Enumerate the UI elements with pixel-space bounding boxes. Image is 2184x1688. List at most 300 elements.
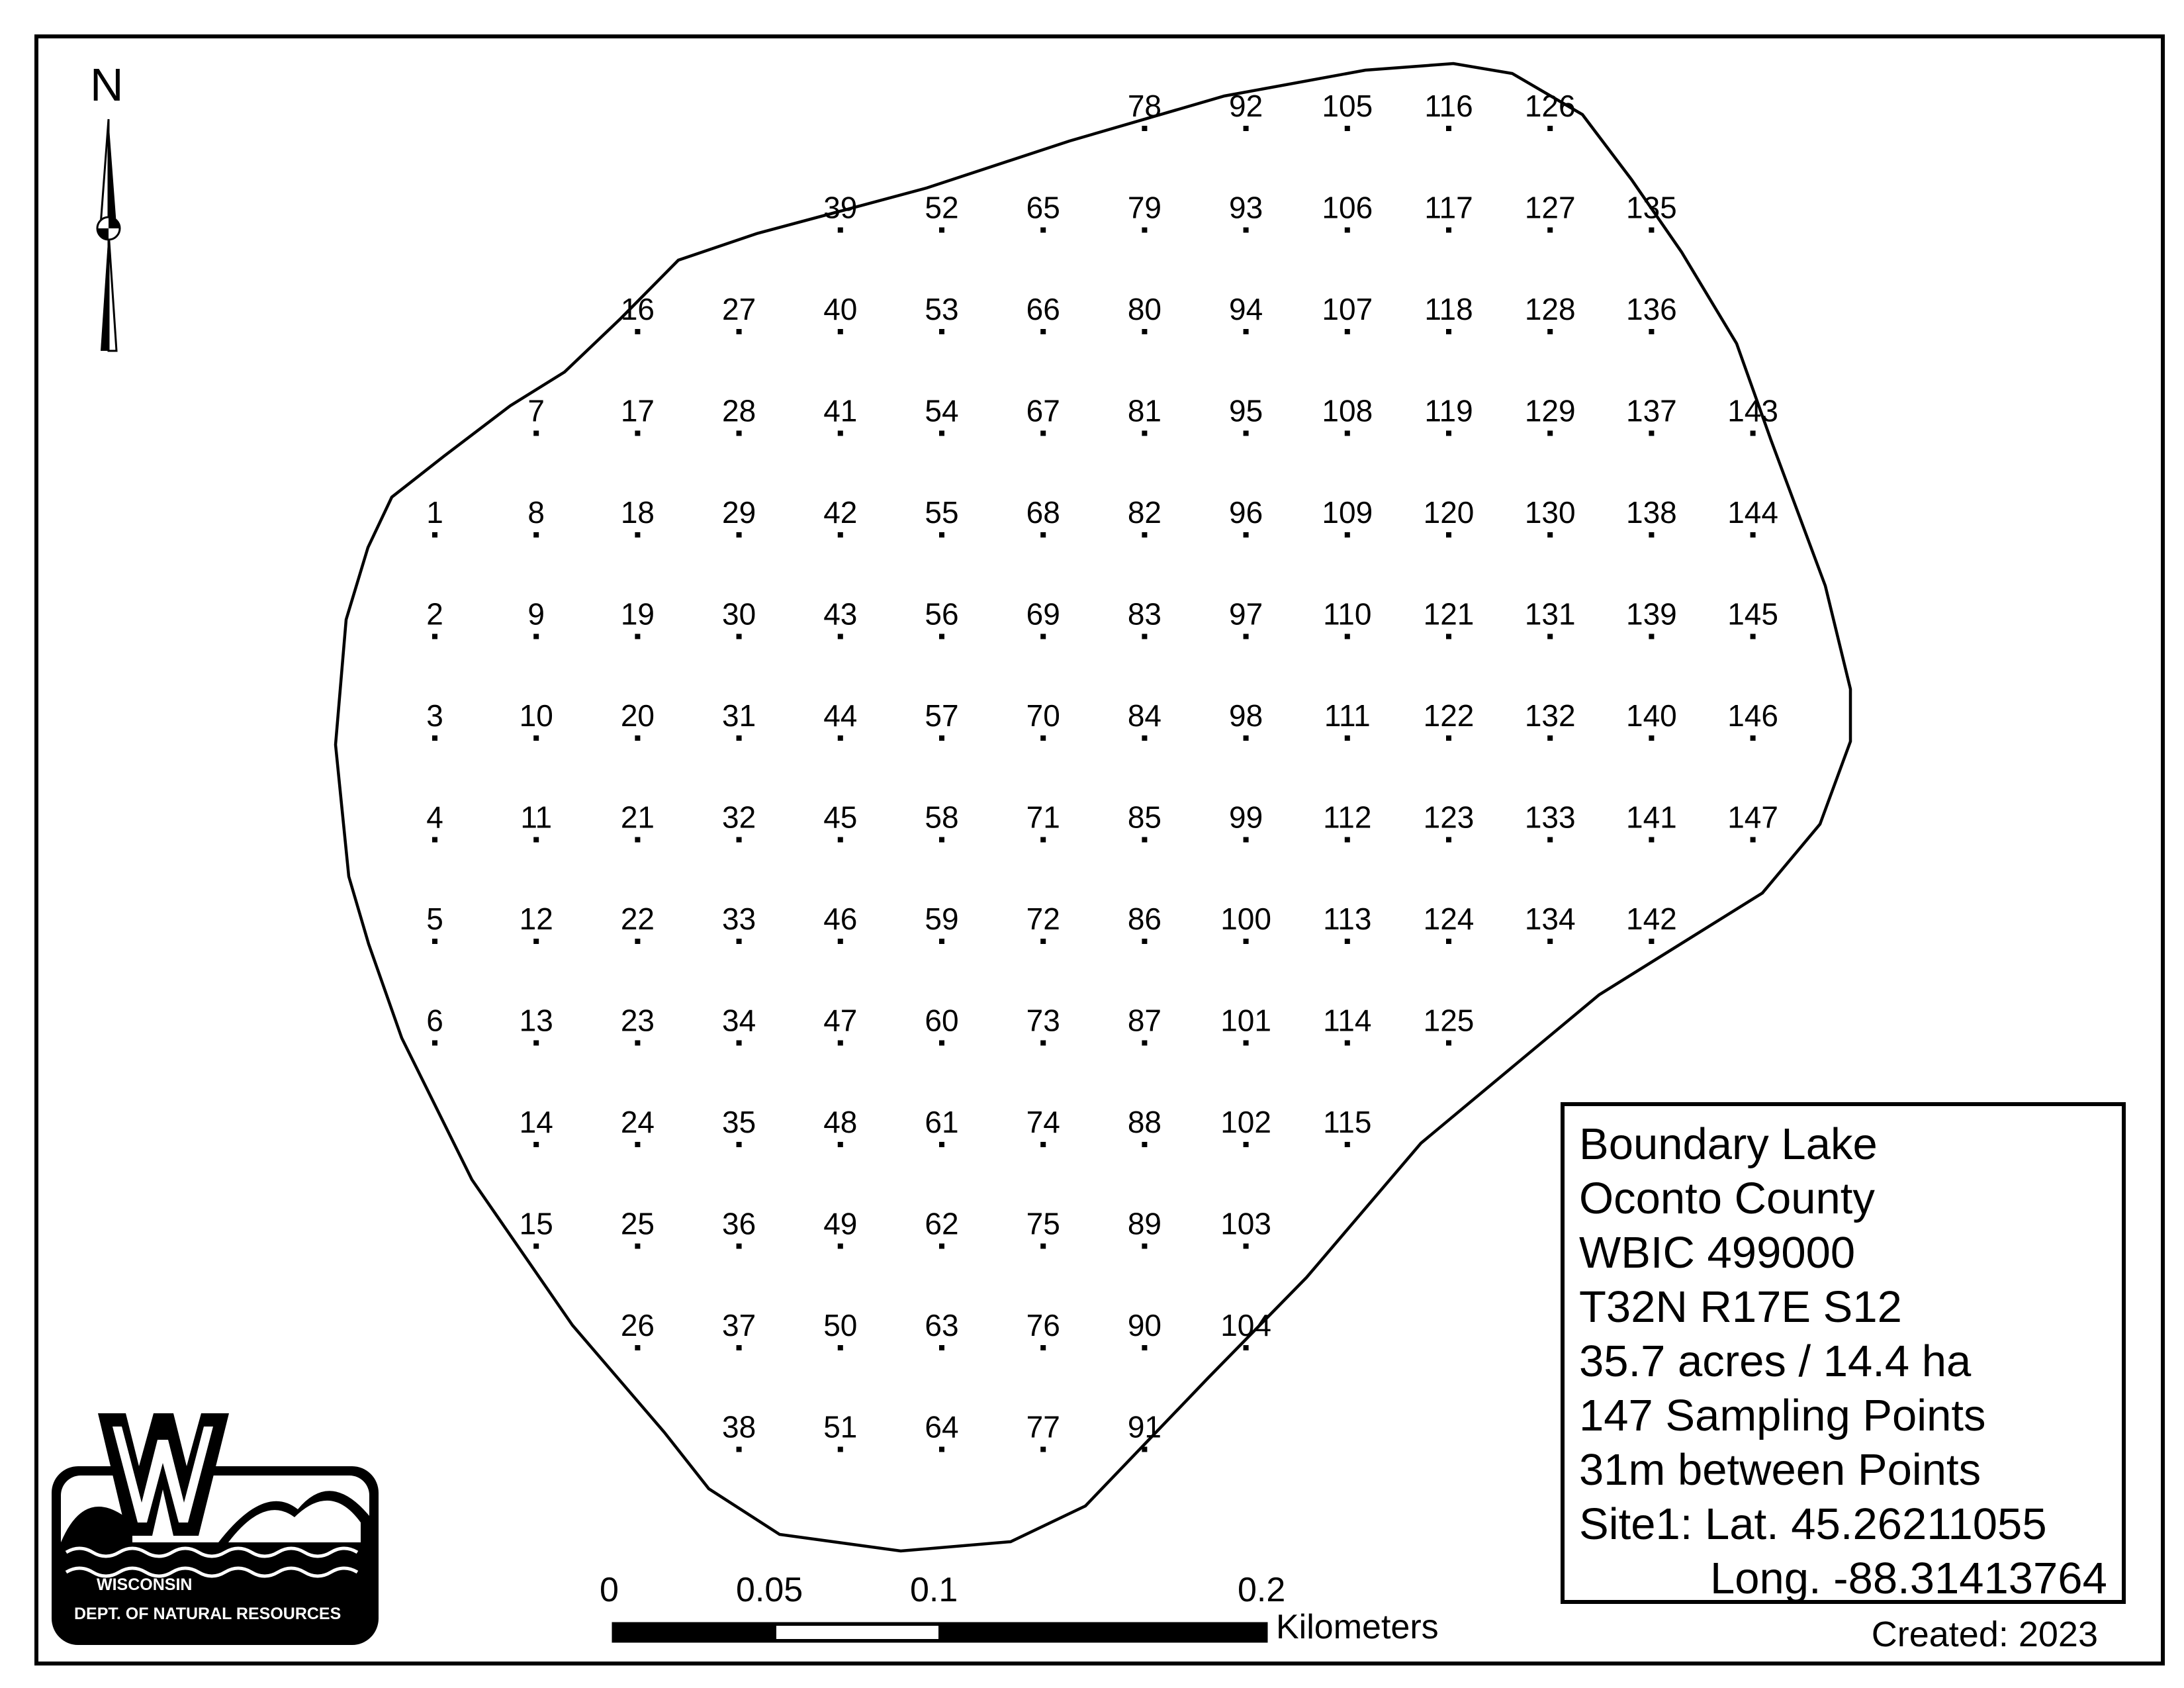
sampling-point-marker [533, 735, 539, 741]
sampling-point-119 [1424, 394, 1473, 436]
sampling-point-marker [939, 634, 944, 639]
sampling-point-label: 92 [1229, 89, 1263, 123]
sampling-point-marker [533, 939, 539, 944]
sampling-point-label: 81 [1127, 393, 1161, 428]
sampling-point-33 [722, 902, 756, 944]
sampling-point-marker [1345, 735, 1350, 741]
sampling-point-107 [1322, 292, 1373, 334]
sampling-point-marker [838, 228, 843, 233]
scale-tick-0: 0 [600, 1571, 619, 1609]
sampling-point-16 [621, 292, 655, 334]
sampling-point-136 [1626, 292, 1677, 334]
sampling-point-128 [1525, 292, 1576, 334]
sampling-point-134 [1525, 902, 1576, 944]
sampling-point-label: 138 [1626, 495, 1677, 530]
sampling-point-label: 68 [1026, 495, 1060, 530]
sampling-point-label: 73 [1026, 1003, 1060, 1038]
sampling-point-93 [1229, 191, 1263, 233]
sampling-point-marker [1446, 532, 1451, 538]
sampling-point-marker [838, 1142, 843, 1147]
sampling-point-82 [1128, 495, 1161, 538]
sampling-point-label: 96 [1229, 495, 1263, 530]
sampling-point-label: 130 [1524, 495, 1576, 530]
sampling-point-label: 55 [925, 495, 959, 530]
sampling-point-marker [1244, 1041, 1249, 1046]
sampling-point-marker [838, 1345, 843, 1350]
logo-text-wisconsin: WISCONSIN [97, 1575, 193, 1594]
sampling-point-marker [939, 329, 944, 334]
sampling-point-label: 28 [722, 393, 756, 428]
lake-area: 35.7 acres / 14.4 ha [1579, 1336, 1972, 1386]
sampling-point-118 [1424, 292, 1473, 334]
sampling-point-125 [1424, 1004, 1475, 1046]
sampling-point-label: 110 [1323, 596, 1372, 632]
lake-county: Oconto County [1579, 1174, 1875, 1223]
sampling-point-label: 87 [1127, 1003, 1161, 1038]
sampling-point-marker [533, 1244, 539, 1249]
sampling-point-marker [1142, 126, 1147, 131]
sampling-point-label: 71 [1026, 800, 1060, 835]
sampling-point-marker [737, 1345, 742, 1350]
sampling-point-3 [426, 698, 443, 741]
sampling-point-label: 3 [426, 698, 443, 733]
sampling-point-label: 32 [722, 800, 756, 835]
sampling-point-marker [1547, 228, 1553, 233]
sampling-point-marker [1547, 126, 1553, 131]
sampling-point-marker [1040, 228, 1046, 233]
sampling-point-label: 144 [1727, 495, 1778, 530]
sampling-point-label: 95 [1229, 393, 1263, 428]
sampling-point-marker [737, 735, 742, 741]
sampling-point-marker [1446, 735, 1451, 741]
sampling-point-66 [1026, 292, 1060, 334]
sampling-point-marker [1446, 126, 1451, 131]
sampling-point-81 [1128, 394, 1161, 436]
sampling-point-label: 113 [1323, 902, 1372, 936]
sampling-point-label: 62 [925, 1206, 959, 1241]
sampling-point-marker [1446, 1041, 1451, 1046]
sampling-point-label: 44 [823, 698, 858, 733]
sampling-point-marker [1040, 532, 1046, 538]
sampling-point-marker [1040, 634, 1046, 639]
sampling-point-144 [1727, 495, 1778, 538]
sampling-point-86 [1128, 902, 1161, 944]
sampling-point-108 [1322, 394, 1373, 436]
sampling-point-label: 83 [1127, 596, 1161, 632]
sampling-point-90 [1128, 1308, 1161, 1350]
sampling-point-140 [1626, 698, 1677, 741]
sampling-point-label: 140 [1626, 698, 1677, 733]
sampling-point-label: 17 [620, 393, 655, 428]
sampling-point-marker [1142, 1142, 1147, 1147]
sampling-point-label: 27 [722, 292, 756, 326]
sampling-point-label: 137 [1626, 393, 1677, 428]
sampling-point-label: 123 [1423, 800, 1475, 835]
sampling-point-117 [1424, 191, 1473, 233]
sampling-point-21 [621, 800, 655, 843]
sampling-point-marker [1142, 837, 1147, 843]
sampling-point-label: 46 [823, 902, 858, 936]
sampling-point-label: 38 [722, 1409, 756, 1444]
sampling-point-102 [1220, 1105, 1271, 1147]
sampling-point-label: 127 [1524, 190, 1576, 225]
sampling-point-label: 143 [1727, 393, 1778, 428]
sampling-point-marker [939, 532, 944, 538]
sampling-point-label: 131 [1524, 596, 1576, 632]
sampling-point-129 [1525, 394, 1576, 436]
sampling-point-marker [1547, 532, 1553, 538]
sampling-point-label: 51 [823, 1409, 858, 1444]
sampling-point-marker [533, 1041, 539, 1046]
lake-sampling-count: 147 Sampling Points [1579, 1391, 1986, 1440]
sampling-point-20 [621, 698, 655, 741]
sampling-point-5 [426, 902, 443, 944]
sampling-point-marker [737, 329, 742, 334]
sampling-point-label: 9 [527, 596, 545, 632]
sampling-point-marker [1244, 1244, 1249, 1249]
sampling-point-label: 101 [1220, 1003, 1271, 1038]
sampling-point-marker [1040, 735, 1046, 741]
sampling-point-label: 128 [1524, 292, 1576, 326]
north-label: N [90, 59, 124, 111]
sampling-point-label: 15 [519, 1206, 553, 1241]
sampling-point-marker [1751, 431, 1756, 436]
sampling-point-label: 67 [1026, 393, 1060, 428]
sampling-point-label: 105 [1322, 89, 1373, 123]
sampling-point-marker [1345, 532, 1350, 538]
sampling-point-label: 91 [1127, 1409, 1161, 1444]
sampling-point-99 [1229, 800, 1263, 843]
sampling-point-label: 54 [925, 393, 959, 428]
sampling-point-marker [838, 1244, 843, 1249]
sampling-point-label: 98 [1229, 698, 1263, 733]
lake-info-box [1561, 1102, 2126, 1604]
sampling-point-marker [1547, 431, 1553, 436]
sampling-point-label: 94 [1229, 292, 1263, 326]
sampling-point-marker [1345, 1142, 1350, 1147]
sampling-point-label: 133 [1524, 800, 1576, 835]
sampling-point-94 [1229, 292, 1263, 334]
sampling-point-marker [1345, 634, 1350, 639]
sampling-point-147 [1727, 800, 1778, 843]
sampling-point-label: 33 [722, 902, 756, 936]
sampling-point-marker [533, 532, 539, 538]
sampling-point-label: 26 [620, 1308, 655, 1342]
sampling-point-marker [1649, 329, 1654, 334]
sampling-point-marker [1446, 329, 1451, 334]
sampling-point-label: 14 [519, 1105, 553, 1139]
sampling-point-83 [1128, 597, 1161, 639]
sampling-point-label: 124 [1423, 902, 1475, 936]
sampling-point-marker [635, 735, 640, 741]
sampling-point-marker [838, 837, 843, 843]
sampling-point-marker [635, 1345, 640, 1350]
sampling-point-84 [1128, 698, 1161, 741]
sampling-point-marker [1244, 329, 1249, 334]
sampling-point-137 [1626, 394, 1677, 436]
sampling-point-label: 53 [925, 292, 959, 326]
sampling-point-100 [1220, 902, 1271, 944]
sampling-point-marker [939, 837, 944, 843]
lake-point-spacing: 31m between Points [1579, 1445, 1981, 1495]
sampling-point-113 [1323, 902, 1371, 944]
sampling-point-47 [823, 1004, 857, 1046]
sampling-point-marker [1649, 735, 1654, 741]
sampling-point-59 [925, 902, 958, 944]
sampling-point-marker [1547, 837, 1553, 843]
sampling-point-marker [1751, 837, 1756, 843]
sampling-point-marker [939, 735, 944, 741]
sampling-point-57 [925, 698, 958, 741]
sampling-point-marker [1142, 939, 1147, 944]
sampling-point-label: 146 [1727, 698, 1778, 733]
sampling-point-marker [1244, 634, 1249, 639]
sampling-point-label: 56 [925, 596, 959, 632]
sampling-point-marker [635, 939, 640, 944]
sampling-point-marker [939, 1345, 944, 1350]
sampling-point-label: 142 [1626, 902, 1677, 936]
sampling-point-96 [1229, 495, 1263, 538]
sampling-point-label: 111 [1324, 698, 1371, 733]
sampling-point-34 [722, 1004, 756, 1046]
sampling-point-label: 52 [925, 190, 959, 225]
sampling-point-label: 64 [925, 1409, 959, 1444]
sampling-point-label: 7 [527, 393, 545, 428]
sampling-point-marker [1649, 532, 1654, 538]
sampling-point-marker [1751, 634, 1756, 639]
sampling-point-marker [1244, 532, 1249, 538]
sampling-point-130 [1525, 495, 1576, 538]
sampling-point-label: 114 [1323, 1003, 1372, 1038]
logo-text-dnr: DEPT. OF NATURAL RESOURCES [74, 1605, 341, 1623]
sampling-point-marker [1345, 126, 1350, 131]
sampling-point-marker [838, 329, 843, 334]
sampling-point-marker [939, 228, 944, 233]
sampling-point-139 [1626, 597, 1677, 639]
sampling-point-marker [737, 939, 742, 944]
sampling-point-label: 5 [426, 902, 443, 936]
sampling-point-31 [722, 698, 756, 741]
sampling-point-marker [1244, 837, 1249, 843]
sampling-point-69 [1026, 597, 1060, 639]
sampling-point-label: 4 [426, 800, 443, 835]
scale-units-label: Kilometers [1276, 1608, 1439, 1646]
sampling-point-label: 76 [1026, 1308, 1060, 1342]
sampling-point-label: 48 [823, 1105, 858, 1139]
sampling-point-label: 118 [1424, 292, 1473, 326]
lake-wbic: WBIC 499000 [1579, 1228, 1856, 1278]
sampling-point-marker [939, 1041, 944, 1046]
sampling-point-73 [1026, 1004, 1060, 1046]
sampling-point-6 [426, 1004, 443, 1046]
sampling-point-label: 12 [519, 902, 553, 936]
sampling-point-marker [1142, 735, 1147, 741]
sampling-point-label: 22 [620, 902, 655, 936]
sampling-point-label: 85 [1127, 800, 1161, 835]
sampling-point-marker [939, 1447, 944, 1452]
sampling-point-marker [1040, 1447, 1046, 1452]
sampling-point-marker [1244, 126, 1249, 131]
sampling-point-label: 34 [722, 1003, 756, 1038]
sampling-point-label: 103 [1220, 1206, 1271, 1241]
sampling-point-label: 134 [1524, 902, 1576, 936]
sampling-point-48 [823, 1105, 857, 1147]
sampling-point-marker [533, 1142, 539, 1147]
sampling-point-label: 135 [1626, 190, 1677, 225]
sampling-point-label: 112 [1323, 800, 1372, 835]
sampling-point-62 [925, 1207, 958, 1249]
sampling-point-marker [1649, 634, 1654, 639]
sampling-point-marker [838, 1447, 843, 1452]
sampling-point-72 [1026, 902, 1060, 944]
sampling-point-label: 47 [823, 1003, 858, 1038]
sampling-point-label: 58 [925, 800, 959, 835]
scale-tick-0.05: 0.05 [736, 1571, 803, 1609]
sampling-point-marker [1547, 939, 1553, 944]
sampling-point-label: 107 [1322, 292, 1373, 326]
sampling-point-label: 41 [823, 393, 858, 428]
sampling-point-label: 10 [519, 698, 553, 733]
sampling-point-14 [520, 1105, 553, 1147]
sampling-point-label: 69 [1026, 596, 1060, 632]
sampling-point-marker [1345, 1041, 1350, 1046]
sampling-point-marker [1446, 939, 1451, 944]
sampling-point-marker [737, 1447, 742, 1452]
sampling-point-marker [1547, 329, 1553, 334]
sampling-point-19 [621, 597, 655, 639]
sampling-point-138 [1626, 495, 1677, 538]
sampling-point-101 [1220, 1004, 1271, 1046]
sampling-point-74 [1026, 1105, 1060, 1147]
sampling-point-marker [1345, 837, 1350, 843]
sampling-point-marker [635, 1142, 640, 1147]
sampling-point-label: 102 [1220, 1105, 1271, 1139]
sampling-point-109 [1322, 495, 1373, 538]
sampling-point-39 [823, 191, 857, 233]
sampling-point-label: 139 [1626, 596, 1677, 632]
sampling-point-label: 65 [1026, 190, 1060, 225]
sampling-point-label: 60 [925, 1003, 959, 1038]
sampling-point-141 [1626, 800, 1677, 843]
sampling-point-8 [527, 495, 545, 538]
sampling-point-52 [925, 191, 958, 233]
sampling-point-marker [1446, 837, 1451, 843]
sampling-point-marker [1142, 431, 1147, 436]
sampling-point-marker [939, 939, 944, 944]
sampling-point-label: 45 [823, 800, 858, 835]
lake-site-lat: Site1: Lat. 45.26211055 [1579, 1499, 2047, 1549]
sampling-point-88 [1128, 1105, 1161, 1147]
sampling-point-label: 106 [1322, 190, 1373, 225]
sampling-point-36 [722, 1207, 756, 1249]
sampling-point-43 [823, 597, 857, 639]
sampling-point-label: 74 [1026, 1105, 1060, 1139]
sampling-point-marker [737, 1041, 742, 1046]
sampling-point-98 [1229, 698, 1263, 741]
sampling-point-label: 50 [823, 1308, 858, 1342]
sampling-point-marker [432, 837, 437, 843]
sampling-point-marker [1649, 228, 1654, 233]
sampling-point-label: 39 [823, 190, 858, 225]
sampling-point-label: 119 [1424, 393, 1473, 428]
sampling-point-label: 141 [1626, 800, 1677, 835]
sampling-point-30 [722, 597, 756, 639]
sampling-point-marker [1142, 329, 1147, 334]
sampling-point-label: 72 [1026, 902, 1060, 936]
sampling-point-marker [1142, 1244, 1147, 1249]
sampling-point-marker [737, 837, 742, 843]
sampling-point-124 [1424, 902, 1475, 944]
sampling-point-marker [1142, 634, 1147, 639]
sampling-point-60 [925, 1004, 958, 1046]
sampling-point-58 [925, 800, 958, 843]
sampling-point-marker [1244, 735, 1249, 741]
sampling-point-marker [1345, 939, 1350, 944]
sampling-point-label: 82 [1127, 495, 1161, 530]
sampling-point-40 [823, 292, 857, 334]
sampling-point-label: 21 [620, 800, 655, 835]
sampling-point-label: 122 [1423, 698, 1475, 733]
sampling-point-marker [1649, 431, 1654, 436]
lake-township: T32N R17E S12 [1579, 1282, 1902, 1332]
sampling-point-label: 63 [925, 1308, 959, 1342]
sampling-point-label: 23 [620, 1003, 655, 1038]
sampling-point-marker [635, 1244, 640, 1249]
sampling-point-label: 31 [722, 698, 756, 733]
sampling-point-127 [1525, 191, 1576, 233]
sampling-point-marker [1244, 939, 1249, 944]
sampling-point-label: 84 [1127, 698, 1161, 733]
sampling-point-label: 43 [823, 596, 858, 632]
sampling-point-85 [1128, 800, 1161, 843]
sampling-point-marker [1040, 939, 1046, 944]
sampling-point-label: 93 [1229, 190, 1263, 225]
sampling-point-label: 40 [823, 292, 858, 326]
sampling-point-label: 24 [620, 1105, 655, 1139]
sampling-point-label: 29 [722, 495, 756, 530]
sampling-point-46 [823, 902, 857, 944]
sampling-point-marker [635, 532, 640, 538]
sampling-point-label: 99 [1229, 800, 1263, 835]
sampling-point-label: 70 [1026, 698, 1060, 733]
north-arrow-icon [97, 119, 120, 351]
sampling-point-label: 86 [1127, 902, 1161, 936]
sampling-point-marker [838, 735, 843, 741]
sampling-point-76 [1026, 1308, 1060, 1350]
sampling-point-65 [1026, 191, 1060, 233]
sampling-point-label: 19 [620, 596, 655, 632]
sampling-point-4 [426, 800, 443, 843]
sampling-point-142 [1626, 902, 1677, 944]
sampling-point-marker [432, 939, 437, 944]
sampling-point-114 [1323, 1004, 1371, 1046]
sampling-point-label: 25 [620, 1206, 655, 1241]
sampling-point-115 [1323, 1105, 1371, 1147]
sampling-point-label: 89 [1127, 1206, 1161, 1241]
sampling-point-marker [939, 1244, 944, 1249]
sampling-point-78 [1128, 89, 1161, 131]
sampling-point-49 [823, 1207, 857, 1249]
sampling-point-marker [1040, 1244, 1046, 1249]
sampling-point-label: 35 [722, 1105, 756, 1139]
sampling-point-marker [838, 939, 843, 944]
sampling-point-135 [1626, 191, 1677, 233]
sampling-point-87 [1128, 1004, 1161, 1046]
sampling-point-label: 36 [722, 1206, 756, 1241]
sampling-point-label: 97 [1229, 596, 1263, 632]
sampling-point-64 [925, 1410, 958, 1452]
sampling-point-label: 75 [1026, 1206, 1060, 1241]
